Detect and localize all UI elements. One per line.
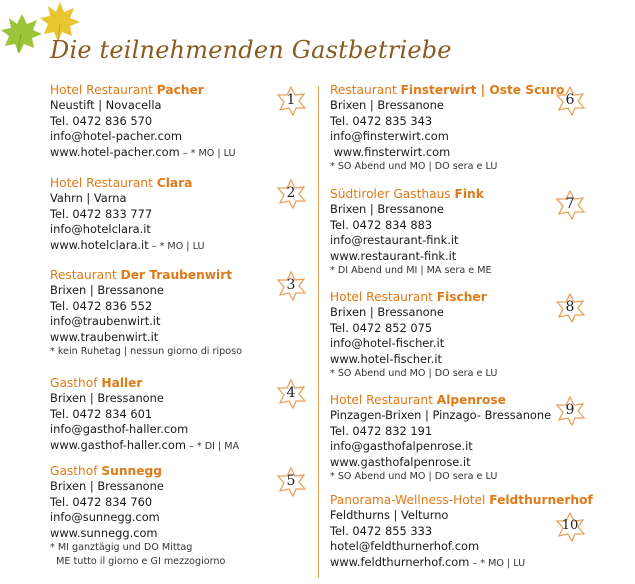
venue-entry xyxy=(330,289,630,392)
number-badge: 9 xyxy=(554,396,586,426)
venue-name: Gasthof Sunnegg xyxy=(50,464,162,478)
closing-day-note: – * MO | LU xyxy=(179,147,236,159)
venue-web-link[interactable]: www.finsterwirt.com xyxy=(330,144,451,159)
venue-web xyxy=(50,330,325,346)
venue-phone: Tel. 0472 834 601 xyxy=(50,406,153,421)
venue-location: Brixen | Bressanone xyxy=(330,202,444,216)
closing-day-note: * kein Ruhetag | nessun giorno di riposo xyxy=(50,346,242,357)
venue-email[interactable]: info@hotel-pacher.com xyxy=(50,129,182,143)
left-column xyxy=(50,82,325,573)
venue-phone: Tel. 0472 834 760 xyxy=(50,494,153,509)
venue-location: Brixen | Bressanone xyxy=(330,305,444,319)
venue-web-link[interactable]: www.feldthurnerhof.com xyxy=(330,554,470,569)
green-leaf-icon xyxy=(1,14,42,54)
venue-phone: Tel. 0472 836 570 xyxy=(50,113,153,128)
closing-day-note: * MI ganztägig und DO Mittag xyxy=(50,542,193,553)
venue-phone: Tel. 0472 836 552 xyxy=(50,298,153,313)
number-badge: 7 xyxy=(554,190,586,220)
venue-location: Brixen | Bressanone xyxy=(330,98,444,112)
venue-name: Hotel Restaurant Clara xyxy=(50,176,193,190)
venue-web xyxy=(50,526,325,542)
number-badge: 5 xyxy=(275,467,307,497)
venue-web-link[interactable]: www.hotel-fischer.it xyxy=(330,351,442,366)
closing-day-note: – * MO | LU xyxy=(148,240,205,252)
closing-day-note: * SO Abend und MO | DO sera e LU xyxy=(330,161,498,172)
venue-web-link[interactable]: www.gasthofalpenrose.it xyxy=(330,454,471,469)
venue-phone: Tel. 0472 833 777 xyxy=(50,206,153,221)
right-column xyxy=(330,82,630,578)
venue-email[interactable]: hotel@feldthurnerhof.com xyxy=(330,539,480,553)
venue-web xyxy=(330,352,630,368)
venue-web-link[interactable]: www.traubenwirt.it xyxy=(50,329,159,344)
number-badge: 2 xyxy=(275,179,307,209)
venue-name: Hotel Restaurant Fischer xyxy=(330,290,487,304)
venue-web-link[interactable]: www.sunnegg.com xyxy=(50,525,158,540)
venue-web xyxy=(330,145,630,161)
venue-entry xyxy=(50,463,325,573)
venue-location: Brixen | Bressanone xyxy=(50,479,164,493)
venue-location: Neustift | Novacella xyxy=(50,98,162,112)
venue-email[interactable]: info@sunnegg.com xyxy=(50,510,160,524)
venue-entry xyxy=(330,492,630,578)
venue-entry xyxy=(50,175,325,267)
venue-email[interactable]: info@traubenwirt.it xyxy=(50,314,161,328)
venue-location: Pinzagen-Brixen | Pinzago- Bressanone xyxy=(330,408,552,422)
closing-day-note: – * DI | MA xyxy=(185,440,240,452)
closing-day-note: * SO Abend und MO | DO sera e LU xyxy=(330,368,498,379)
venue-name: Gasthof Haller xyxy=(50,376,143,390)
venue-entry xyxy=(50,82,325,175)
venue-phone: Tel. 0472 834 883 xyxy=(330,217,433,232)
closing-day-note: * SO Abend und MO | DO sera e LU xyxy=(330,471,498,482)
closing-day-note: ME tutto il giorno e GI mezzogiorno xyxy=(50,556,226,567)
venue-name: Hotel Restaurant Alpenrose xyxy=(330,393,506,407)
number-badge: 3 xyxy=(275,271,307,301)
venue-phone: Tel. 0472 835 343 xyxy=(330,113,433,128)
venue-name: Hotel Restaurant Pacher xyxy=(50,83,204,97)
venue-name: Restaurant Finsterwirt | Oste Scuro xyxy=(330,83,565,97)
venue-web-link[interactable]: www.restaurant-fink.it xyxy=(330,248,457,263)
page-title: Die teilnehmenden Gastbetriebe xyxy=(50,36,452,64)
venue-phone: Tel. 0472 855 333 xyxy=(330,523,433,538)
venue-web xyxy=(330,555,630,572)
venue-web-link[interactable]: www.gasthof-haller.com xyxy=(50,437,186,452)
venue-name: Südtiroler Gasthaus Fink xyxy=(330,187,484,201)
venue-phone: Tel. 0472 852 075 xyxy=(330,320,433,335)
venue-location: Feldthurns | Velturno xyxy=(330,508,449,522)
venue-location: Brixen | Bressanone xyxy=(50,391,164,405)
venue-email[interactable]: info@gasthof-haller.com xyxy=(50,422,189,436)
venue-phone: Tel. 0472 832 191 xyxy=(330,423,433,438)
venue-web-link[interactable]: www.hotel-pacher.com xyxy=(50,144,180,159)
venue-web-link[interactable]: www.hotelclara.it xyxy=(50,237,149,252)
venue-email[interactable]: info@finsterwirt.com xyxy=(330,129,449,143)
venue-location: Brixen | Bressanone xyxy=(50,283,164,297)
venue-email[interactable]: info@gasthofalpenrose.it xyxy=(330,439,473,453)
closing-day-note: * DI Abend und MI | MA sera e ME xyxy=(330,265,492,276)
venue-location: Vahrn | Varna xyxy=(50,191,127,205)
venue-web xyxy=(50,438,325,455)
venue-name: Panorama-Wellness-Hotel Feldthurnerhof xyxy=(330,493,593,507)
venue-entry xyxy=(330,392,630,492)
number-badge: 10 xyxy=(554,512,586,542)
closing-day-note: – * MO | LU xyxy=(469,557,526,569)
venue-email[interactable]: info@hotelclara.it xyxy=(50,222,151,236)
number-badge: 4 xyxy=(275,379,307,409)
number-badge: 8 xyxy=(554,293,586,323)
number-badge: 6 xyxy=(554,86,586,116)
venue-web xyxy=(50,238,325,255)
venue-entry xyxy=(330,82,630,186)
number-badge: 1 xyxy=(275,86,307,116)
venue-email[interactable]: info@restaurant-fink.it xyxy=(330,233,459,247)
venue-web xyxy=(330,249,630,265)
venue-entry xyxy=(330,186,630,289)
venue-web xyxy=(50,145,325,162)
venue-name: Restaurant Der Traubenwirt xyxy=(50,268,233,282)
venue-email[interactable]: info@hotel-fischer.it xyxy=(330,336,445,350)
venue-entry xyxy=(50,267,325,375)
venue-entry xyxy=(50,375,325,463)
venue-web xyxy=(330,455,630,471)
